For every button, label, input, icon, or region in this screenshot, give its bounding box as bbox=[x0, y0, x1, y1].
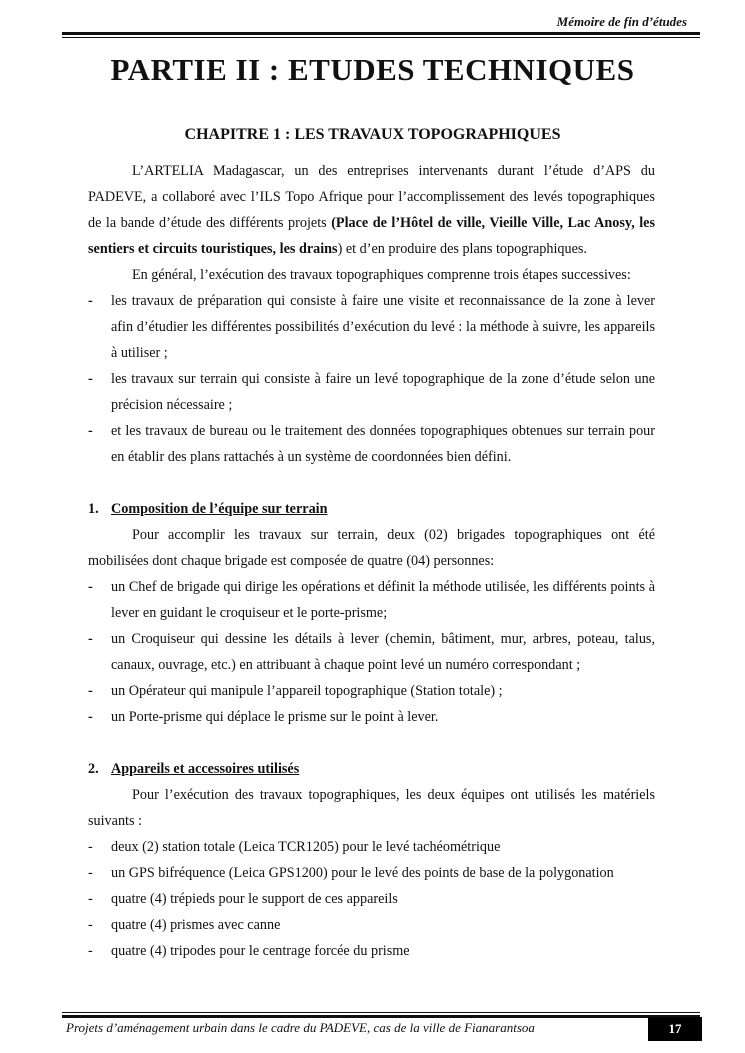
list-item: - quatre (4) trépieds pour le support de ces appareils bbox=[88, 886, 655, 912]
list-item: - un Croquiseur qui dessine les détails à lever (chemin, bâtiment, mur, arbres, poteau, talus, canaux, ouvrage, etc.) en attribuant à chaque point levé un numéro correspondant ; bbox=[88, 626, 655, 678]
list-item: - un Opérateur qui manipule l’appareil topographique (Station totale) ; bbox=[88, 678, 655, 704]
list-item: - un GPS bifréquence (Leica GPS1200) pour le levé des points de base de la polygonation bbox=[88, 860, 655, 886]
list-item: - un Chef de brigade qui dirige les opérations et définit la méthode utilisée, les différents points à lever en guidant le croquiseur et le porte-prisme; bbox=[88, 574, 655, 626]
part-title: PARTIE II : ETUDES TECHNIQUES bbox=[110, 52, 635, 87]
section-heading-1 bbox=[88, 496, 655, 522]
intro-paragraph bbox=[88, 158, 655, 262]
intro-text-end: ) et d’en produire des plans topographiques. bbox=[337, 241, 587, 257]
body-content bbox=[88, 158, 655, 964]
section-number: 2. bbox=[88, 761, 99, 777]
footer-text: Projets d’aménagement urbain dans le cadre du PADEVE, cas de la ville de Fianarantsoa bbox=[66, 1020, 535, 1035]
chapter-title: CHAPITRE 1 : LES TRAVAUX TOPOGRAPHIQUES bbox=[184, 126, 561, 143]
section-title: Appareils et accessoires utilisés bbox=[111, 761, 300, 777]
section-number: 1. bbox=[88, 501, 99, 517]
section2-paragraph: Pour l’exécution des travaux topographiques, les deux équipes ont utilisés les matériels suivants : bbox=[88, 787, 655, 829]
intro-text-start: L’ARTELIA Madagascar, un des entreprises intervenants durant l’étude d’APS du PADEVE, a collaboré avec l’ILS Topo Afrique pour l’accomplissement des levés topographiques de la bande d’étude des différents projets bbox=[88, 163, 655, 231]
footer-rule bbox=[62, 1012, 700, 1018]
section-title: Composition de l’équipe sur terrain bbox=[111, 501, 328, 517]
list-item: - les travaux sur terrain qui consiste à faire un levé topographique de la zone d’étude selon une précision nécessaire ; bbox=[88, 366, 655, 418]
header-title: Mémoire de fin d’études bbox=[556, 14, 687, 29]
section-heading-2 bbox=[88, 756, 655, 782]
intro-project-list: (Place de l’Hôtel de ville, Vieille Ville, Lac Anosy, les sentiers et circuits touristiques, les drains bbox=[88, 215, 655, 257]
steps-intro-paragraph: En général, l’exécution des travaux topographiques comprenne trois étapes successives: bbox=[132, 267, 631, 283]
list-item: - un Porte-prisme qui déplace le prisme sur le point à lever. bbox=[88, 704, 655, 730]
list-item: - quatre (4) prismes avec canne bbox=[88, 912, 655, 938]
list-item: - quatre (4) tripodes pour le centrage forcée du prisme bbox=[88, 938, 655, 964]
page-number: 17 bbox=[648, 1017, 702, 1041]
list-item: - et les travaux de bureau ou le traitement des données topographiques obtenues sur terrain pour en établir des plans rattachés à un système de coordonnées bien défini. bbox=[88, 418, 655, 470]
list-item: - deux (2) station totale (Leica TCR1205) pour le levé tachéométrique bbox=[88, 834, 655, 860]
header-rule bbox=[62, 32, 700, 38]
section1-paragraph: Pour accomplir les travaux sur terrain, deux (02) brigades topographiques ont été mobilisées dont chaque brigade est composée de quatre (04) personnes: bbox=[88, 527, 655, 569]
list-item: - les travaux de préparation qui consiste à faire une visite et reconnaissance de la zone à lever afin d’étudier les différentes possibilités d’exécution du levé : la méthode à suivre, les appareils à utiliser ; bbox=[88, 288, 655, 366]
